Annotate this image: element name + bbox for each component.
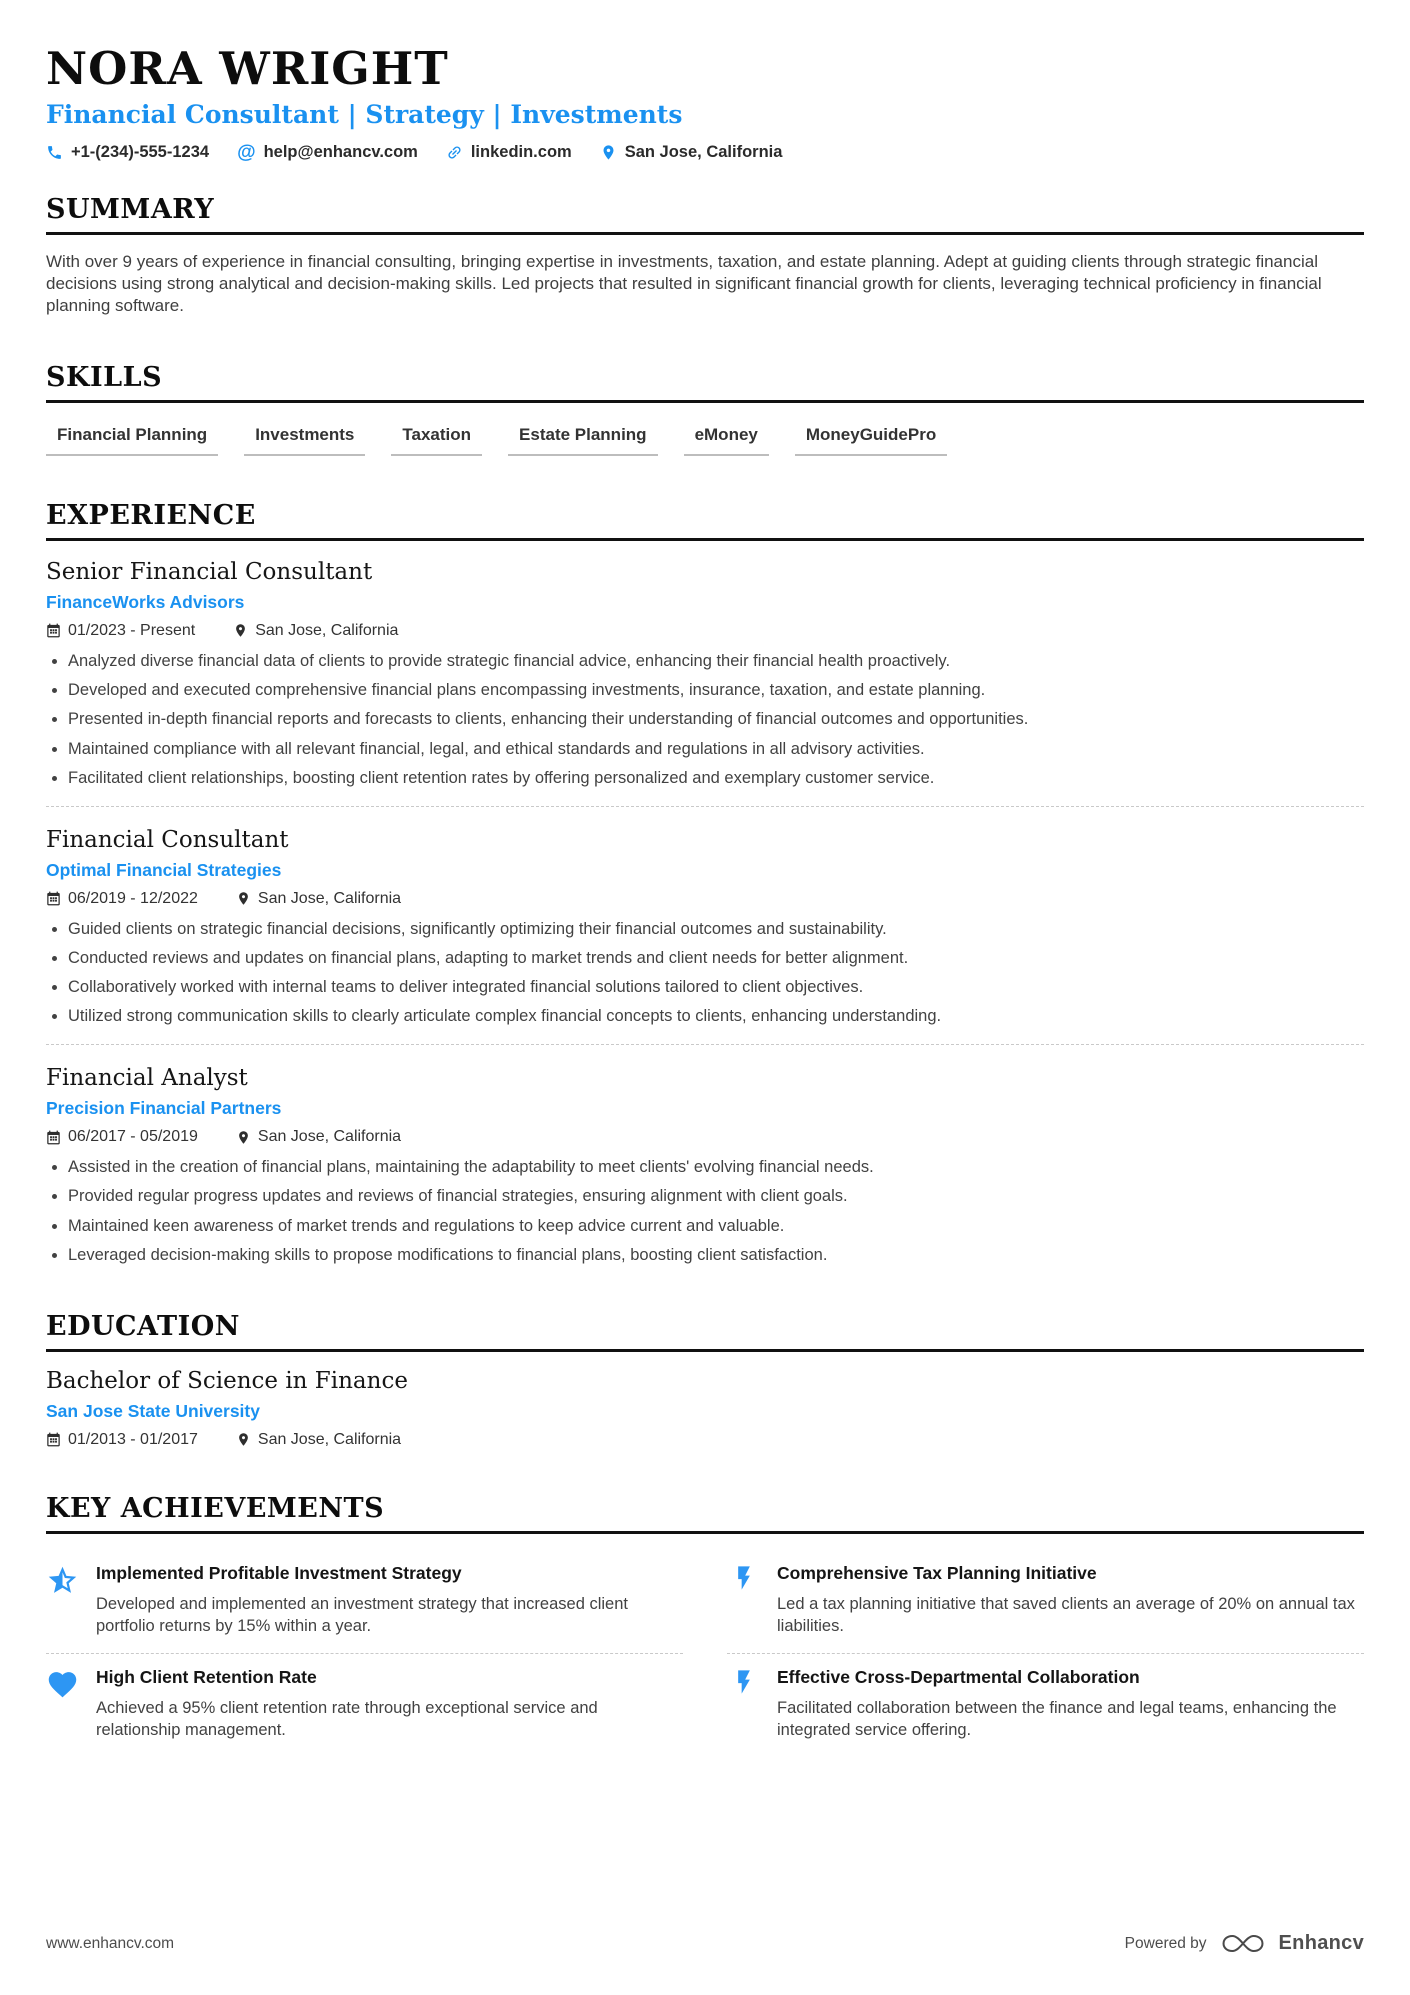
contact-location [600, 143, 783, 162]
education-location-label: San Jose, California [257, 1430, 402, 1448]
degree-title: Bachelor of Science in Finance [46, 1367, 408, 1394]
company-name: Precision Financial Partners [46, 1098, 282, 1119]
job-location [236, 1128, 401, 1146]
job-bullet: • Guided clients on strategic financial decisions, significantly optimizing their financial outcomes and sustainability. [68, 919, 1364, 941]
calendar-icon [46, 891, 61, 906]
experience-section [46, 500, 1364, 1267]
skill-chip: Estate Planning [508, 425, 658, 456]
skill-chip: Investments [244, 425, 365, 456]
summary-section [46, 194, 1364, 318]
experience-entry [46, 825, 1364, 1046]
achievement-item [727, 1550, 1364, 1653]
achievement-body [96, 1667, 683, 1742]
experience-entry [46, 1063, 1364, 1267]
job-bullet: • Facilitated client relationships, boosting client retention rates by offering personalized and exemplary customer service. [68, 768, 1364, 790]
contact-row [46, 143, 1364, 162]
education-heading: EDUCATION [46, 1311, 1364, 1352]
page-footer [46, 1902, 1364, 1955]
company-name: FinanceWorks Advisors [46, 591, 245, 612]
skills-section [46, 362, 1364, 456]
skill-chip: Taxation [391, 425, 482, 456]
calendar-icon [46, 1130, 61, 1145]
heart-icon [46, 1667, 82, 1742]
location-icon [236, 1432, 251, 1447]
job-dates-label: 01/2023 - Present [68, 621, 196, 639]
education-dates [46, 1431, 198, 1449]
achievement-item [727, 1653, 1364, 1757]
skill-chip: eMoney [684, 425, 769, 456]
job-title: Financial Analyst [46, 1065, 248, 1092]
at-icon: @ [237, 141, 256, 163]
job-location [233, 622, 398, 640]
job-dates [46, 1128, 198, 1146]
job-bullet: • Developed and executed comprehensive financial plans encompassing investments, insurance, taxation, and estate planning. [68, 680, 1364, 702]
footer-branding[interactable] [1125, 1932, 1364, 1955]
job-bullet: • Analyzed diverse financial data of clients to provide strategic financial advice, enhancing their financial health proactively. [68, 651, 1364, 673]
job-dates-label: 06/2019 - 12/2022 [68, 889, 198, 907]
person-name: NORA WRIGHT [46, 42, 449, 95]
contact-phone[interactable] [46, 143, 209, 162]
skills-heading: SKILLS [46, 362, 1364, 403]
job-bullets [46, 919, 1364, 1029]
job-meta-row [46, 622, 1364, 640]
summary-heading: SUMMARY [46, 194, 1364, 235]
person-headline: Financial Consultant | Strategy | Investments [46, 99, 683, 129]
job-title: Senior Financial Consultant [46, 558, 373, 585]
job-bullet: • Conducted reviews and updates on financial plans, adapting to market trends and client needs for better alignment. [68, 948, 1364, 970]
summary-text: With over 9 years of experience in financial consulting, bringing expertise in investments, taxation, and estate planning. Adept at guiding clients through strategic financial decisions using strong analytical and decision-making skills. Led projects that resulted in significant financial growth for clients, leveraging technical proficiency in financial planning software. [46, 251, 1322, 316]
job-dates-label: 06/2017 - 05/2019 [68, 1128, 198, 1146]
contact-email-label: help@enhancv.com [263, 142, 418, 161]
experience-heading: EXPERIENCE [46, 500, 1364, 541]
enhancv-logo-icon [1220, 1932, 1266, 1955]
lightning-icon [727, 1563, 763, 1638]
footer-site-link[interactable]: www.enhancv.com [46, 1934, 175, 1952]
achievement-item [46, 1550, 683, 1653]
contact-linkedin-label: linkedin.com [470, 142, 572, 161]
brand-name: Enhancv [1278, 1932, 1364, 1954]
job-bullet: • Leveraged decision-making skills to propose modifications to financial plans, boosting client satisfaction. [68, 1245, 1364, 1267]
achievement-item [46, 1653, 683, 1757]
job-bullets [46, 1157, 1364, 1267]
contact-phone-label: +1-(234)-555-1234 [71, 142, 210, 161]
contact-linkedin[interactable] [446, 143, 572, 162]
location-icon [233, 623, 248, 638]
achievement-title: High Client Retention Rate [96, 1666, 317, 1687]
link-icon [442, 140, 466, 164]
achievements-grid [46, 1550, 1364, 1757]
star-half-icon [46, 1563, 82, 1638]
achievement-text: Developed and implemented an investment strategy that increased client portfolio returns by 15% within a year. [96, 1594, 628, 1636]
achievements-heading: KEY ACHIEVEMENTS [46, 1493, 1364, 1534]
skill-chip: Financial Planning [46, 425, 218, 456]
company-name: Optimal Financial Strategies [46, 859, 282, 880]
job-dates [46, 622, 195, 640]
skills-list [46, 425, 1364, 456]
achievement-text: Led a tax planning initiative that saved clients an average of 20% on annual tax liabilities. [777, 1594, 1355, 1636]
powered-by-label: Powered by [1124, 1934, 1207, 1952]
education-location [236, 1431, 401, 1449]
job-title: Financial Consultant [46, 826, 289, 853]
job-bullet: • Provided regular progress updates and reviews of financial strategies, ensuring alignment with client goals. [68, 1186, 1364, 1208]
job-bullet: • Maintained compliance with all relevant financial, legal, and ethical standards and regulations in all advisory activities. [68, 739, 1364, 761]
job-bullet: • Utilized strong communication skills to clearly articulate complex financial concepts to clients, enhancing understanding. [68, 1006, 1364, 1028]
resume-header [46, 44, 1364, 162]
skill-chip: MoneyGuidePro [795, 425, 947, 456]
achievement-title: Comprehensive Tax Planning Initiative [777, 1562, 1097, 1583]
achievements-section [46, 1493, 1364, 1757]
school-name: San Jose State University [46, 1400, 260, 1421]
job-meta-row [46, 890, 1364, 908]
job-bullet: • Presented in-depth financial reports and forecasts to clients, enhancing their understanding of financial outcomes and opportunities. [68, 709, 1364, 731]
lightning-icon [727, 1667, 763, 1742]
calendar-icon [46, 1432, 61, 1447]
job-bullet: • Collaboratively worked with internal teams to deliver integrated financial solutions tailored to client objectives. [68, 977, 1364, 999]
experience-entry [46, 557, 1364, 807]
contact-email[interactable] [237, 143, 418, 162]
job-location-label: San Jose, California [257, 1128, 402, 1146]
phone-icon [46, 144, 63, 161]
achievement-body [96, 1563, 683, 1638]
location-icon [236, 1130, 251, 1145]
achievement-text: Facilitated collaboration between the finance and legal teams, enhancing the integrated service offering. [777, 1698, 1337, 1740]
location-icon [600, 144, 617, 161]
education-meta-row [46, 1431, 1364, 1449]
job-bullet: • Maintained keen awareness of market trends and regulations to keep advice current and valuable. [68, 1216, 1364, 1238]
achievement-body [777, 1563, 1364, 1638]
education-dates-label: 01/2013 - 01/2017 [68, 1430, 198, 1448]
achievement-title: Implemented Profitable Investment Strategy [96, 1562, 462, 1583]
achievement-title: Effective Cross-Departmental Collaboration [777, 1666, 1140, 1687]
job-bullet: • Assisted in the creation of financial plans, maintaining the adaptability to meet clients' evolving financial needs. [68, 1157, 1364, 1179]
education-section [46, 1311, 1364, 1449]
contact-location-label: San Jose, California [624, 142, 783, 161]
calendar-icon [46, 623, 61, 638]
location-icon [236, 891, 251, 906]
job-location-label: San Jose, California [255, 621, 399, 639]
job-meta-row [46, 1128, 1364, 1146]
job-location [236, 890, 401, 908]
job-dates [46, 890, 198, 908]
job-bullets [46, 651, 1364, 790]
achievement-body [777, 1667, 1364, 1742]
job-location-label: San Jose, California [257, 889, 402, 907]
achievement-text: Achieved a 95% client retention rate through exceptional service and relationship management. [96, 1698, 598, 1740]
